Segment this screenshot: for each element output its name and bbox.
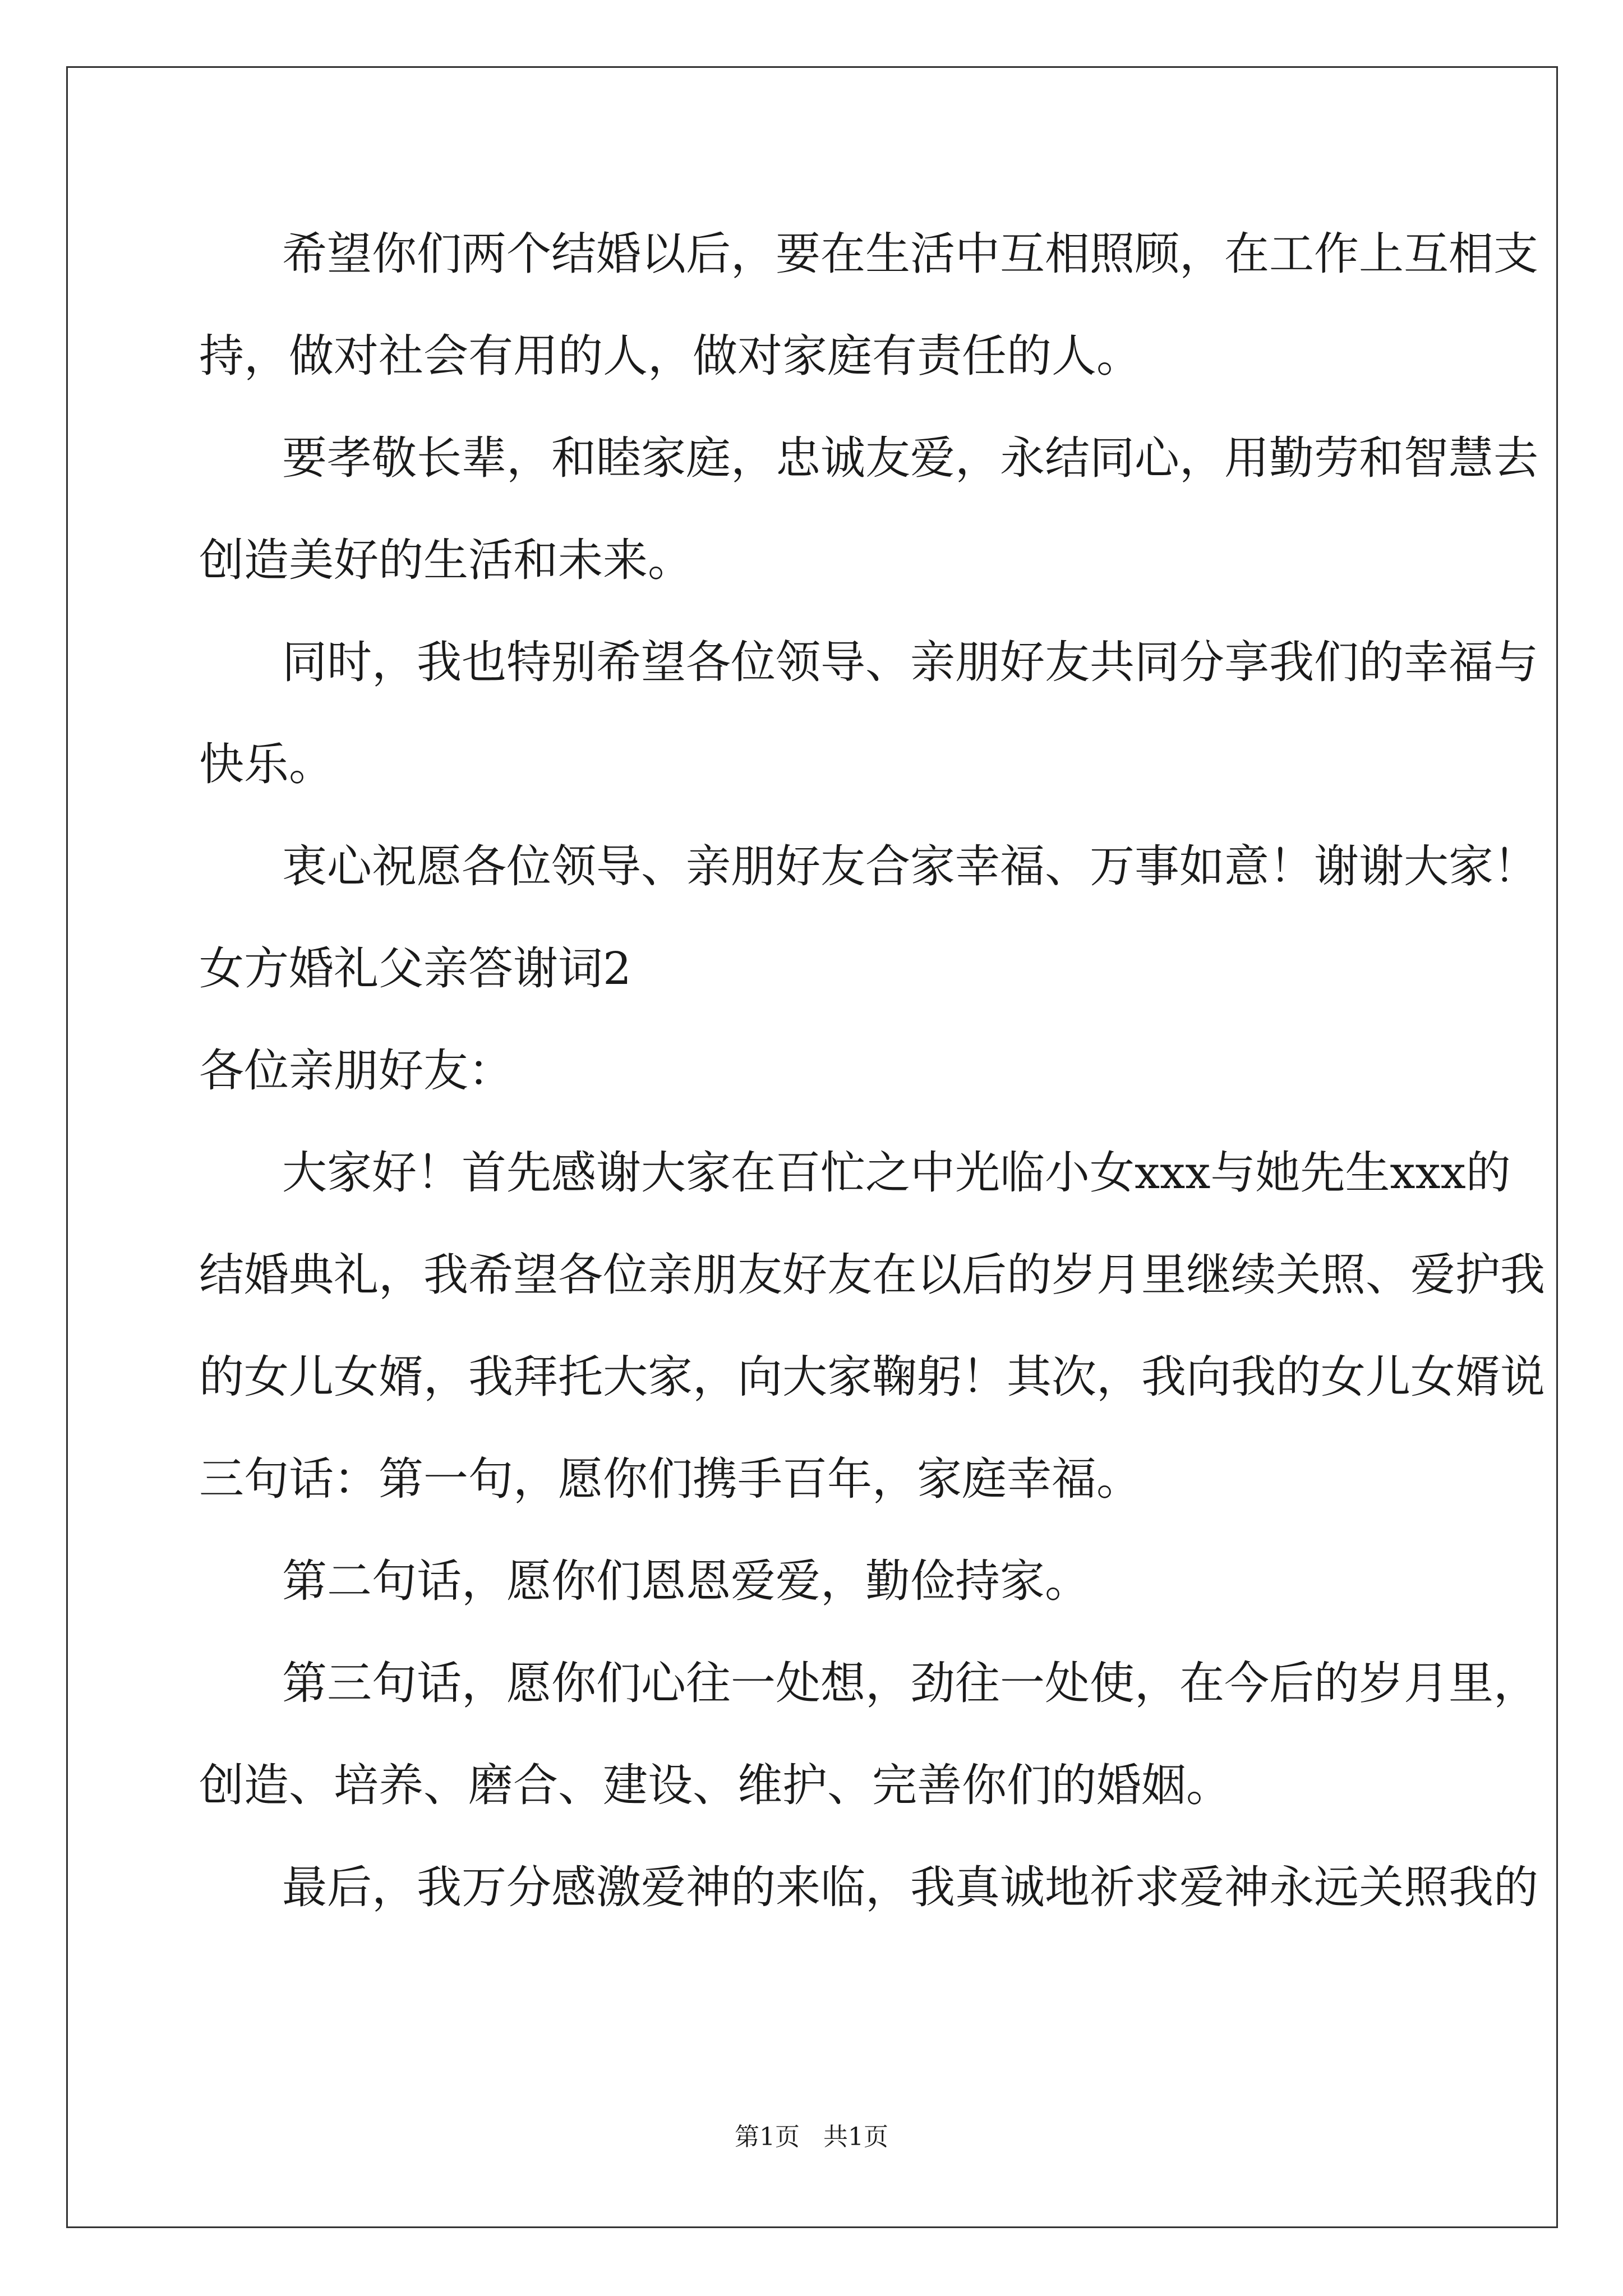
paragraph-line: 的女儿女婿，我拜托大家，向大家鞠躬！其次，我向我的女儿女婿说 xyxy=(199,1351,1545,1403)
document-body xyxy=(199,203,1545,1939)
page-number: 第1页 xyxy=(735,2123,800,2151)
paragraph-line: 持，做对社会有用的人，做对家庭有责任的人。 xyxy=(199,330,1141,382)
paragraph-line: 同时，我也特别希望各位领导、亲朋好友共同分享我们的幸福与 xyxy=(282,636,1538,688)
paragraph-line: 第三句话，愿你们心往一处想，劲往一处使，在今后的岁月里， xyxy=(282,1657,1538,1709)
paragraph-line: 最后，我万分感激爱神的来临，我真诚地祈求爱神永远关照我的 xyxy=(282,1861,1538,1913)
paragraph-line: 衷心祝愿各位领导、亲朋好友合家幸福、万事如意！谢谢大家！ xyxy=(282,840,1538,892)
paragraph-line: 要孝敬长辈，和睦家庭，忠诚友爱，永结同心，用勤劳和智慧去 xyxy=(282,432,1538,484)
paragraph-line: 大家好！首先感谢大家在百忙之中光临小女xxx与她先生xxx的 xyxy=(282,1147,1511,1199)
paragraph-line: 快乐。 xyxy=(199,738,334,790)
page-total: 共1页 xyxy=(823,2123,888,2151)
paragraph-line: 创造美好的生活和未来。 xyxy=(199,534,693,586)
paragraph-line: 希望你们两个结婚以后，要在生活中互相照顾，在工作上互相支 xyxy=(282,228,1538,280)
salutation: 各位亲朋好友： xyxy=(199,1045,513,1097)
paragraph-line: 第二句话，愿你们恩恩爱爱，勤俭持家。 xyxy=(282,1555,1090,1607)
paragraph-line: 结婚典礼，我希望各位亲朋友好友在以后的岁月里继续关照、爱护我 xyxy=(199,1249,1545,1301)
paragraph-line: 三句话：第一句，愿你们携手百年，家庭幸福。 xyxy=(199,1453,1141,1505)
page-footer xyxy=(0,2120,1623,2154)
paragraph-line: 创造、培养、磨合、建设、维护、完善你们的婚姻。 xyxy=(199,1759,1231,1811)
section-title: 女方婚礼父亲答谢词2 xyxy=(199,942,631,995)
